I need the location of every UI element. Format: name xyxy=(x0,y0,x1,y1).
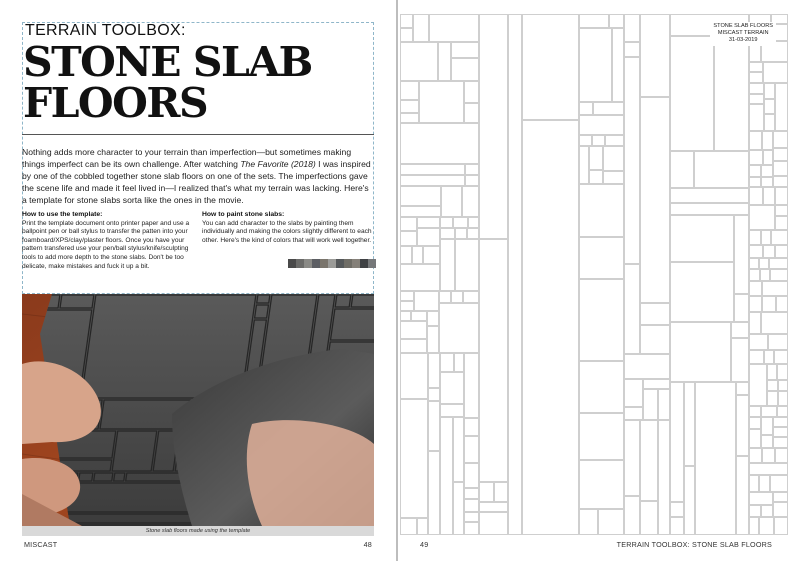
template-slab xyxy=(418,519,428,535)
template-slab xyxy=(777,297,788,312)
template-slab xyxy=(401,114,419,123)
template-slab xyxy=(685,467,695,535)
template-slab xyxy=(415,292,439,311)
template-slab xyxy=(750,259,759,269)
template-slab xyxy=(401,340,427,353)
template-slab xyxy=(401,247,412,264)
template-slab xyxy=(401,43,438,81)
series-eyebrow: TERRAIN TOOLBOX: xyxy=(25,22,186,39)
template-slab xyxy=(779,381,788,391)
template-slab xyxy=(625,421,640,496)
template-slab xyxy=(480,483,494,502)
how-to-paint-body: You can add character to the slabs by painting them individually and making the colors slightly different to each other. Here's the kind of colors that will work well together. xyxy=(202,219,372,244)
template-slab xyxy=(401,165,465,175)
template-slab xyxy=(401,265,440,291)
template-slab xyxy=(580,362,624,413)
template-slab xyxy=(732,323,749,338)
stone-slab-photo xyxy=(22,294,374,526)
template-slab xyxy=(776,84,788,131)
template-slab xyxy=(769,335,788,350)
template-slab xyxy=(671,189,749,203)
template-slab xyxy=(774,149,788,161)
template-slab xyxy=(762,313,788,334)
how-to-use-section xyxy=(22,211,194,271)
template-slab xyxy=(761,270,770,281)
template-slab xyxy=(401,322,427,339)
template-slab xyxy=(625,265,640,354)
template-slab xyxy=(775,518,788,535)
template-slab xyxy=(613,29,624,102)
template-slab xyxy=(774,162,788,176)
template-slab xyxy=(750,151,763,165)
template-slab xyxy=(774,428,788,437)
footer-title: TERRAIN TOOLBOX: STONE SLAB FLOORS xyxy=(616,540,772,549)
template-slab xyxy=(750,73,763,83)
color-swatch xyxy=(320,259,328,268)
template-slab xyxy=(760,518,774,535)
template-slab xyxy=(580,116,624,135)
template-slab xyxy=(641,304,670,325)
template-slab xyxy=(750,188,763,205)
template-slab xyxy=(778,365,788,380)
template-slab xyxy=(580,185,624,237)
template-slab xyxy=(452,292,463,303)
template-slab xyxy=(590,147,603,170)
template-slab xyxy=(580,147,589,184)
template-slab xyxy=(428,312,439,326)
template-slab xyxy=(523,15,579,120)
template-slab xyxy=(625,43,640,57)
template-slab xyxy=(441,373,464,404)
template-slab xyxy=(750,282,762,296)
template-slab xyxy=(580,29,612,102)
template-slab xyxy=(776,217,788,230)
template-slab xyxy=(625,380,643,407)
template-slab xyxy=(762,231,771,245)
photo-caption: Stone slab floors made using the template xyxy=(22,526,374,536)
color-swatch xyxy=(344,259,352,268)
template-slab xyxy=(606,136,624,146)
template-slab xyxy=(441,354,454,372)
template-slab xyxy=(440,292,451,303)
left-page xyxy=(0,0,396,561)
template-slab xyxy=(580,461,624,509)
intro-text-a: Nothing adds more character to your terrain than imperfection—but sometimes making things imperfect can be its own challenge. After watching xyxy=(22,147,352,169)
template-slab xyxy=(760,259,769,269)
template-slab xyxy=(401,232,417,246)
template-slab xyxy=(671,152,694,188)
template-slab xyxy=(750,246,763,258)
template-slab xyxy=(774,418,788,427)
template-slab xyxy=(764,151,773,165)
template-slab xyxy=(424,247,440,264)
template-slab xyxy=(625,355,670,379)
template-slab xyxy=(439,43,451,81)
template-slab xyxy=(774,493,788,502)
intro-text-b: I was inspired by one of the cobbled together stone slab floors on one of the sets. The imperfections gave the scene life and made it feel lived in—I realized that's what my terrain was lacking. Here's a template for stone slabs sorta like the ones in the movie. xyxy=(22,159,371,205)
template-slab xyxy=(604,172,624,184)
template-slab xyxy=(466,165,479,175)
template-slab xyxy=(580,136,592,146)
template-slab xyxy=(671,323,731,382)
template-slab xyxy=(414,15,429,42)
template-slab xyxy=(465,500,479,512)
headline-line-1: STONE SLAB xyxy=(23,38,312,86)
template-slab xyxy=(750,63,763,72)
template-slab xyxy=(750,84,764,94)
template-slab xyxy=(750,365,767,406)
template-slab xyxy=(778,407,788,417)
template-slab xyxy=(764,188,775,205)
headline-line-2: FLOORS xyxy=(23,79,208,127)
template-slab xyxy=(599,510,624,535)
template-slab xyxy=(418,218,440,228)
template-slab xyxy=(401,302,414,311)
template-slab xyxy=(685,383,695,466)
template-slab xyxy=(671,216,734,262)
template-slab xyxy=(659,390,670,420)
template-slab xyxy=(469,218,479,228)
footer-brand: MISCAST xyxy=(24,540,58,549)
template-slab xyxy=(750,464,788,475)
template-slab xyxy=(750,418,761,429)
template-slab xyxy=(671,204,749,215)
template-slab xyxy=(659,421,670,535)
template-slab xyxy=(644,390,658,420)
stone-slab-template-grid xyxy=(400,14,788,535)
template-slab xyxy=(750,449,762,463)
template-slab xyxy=(763,297,776,312)
template-slab xyxy=(695,152,749,188)
template-slab xyxy=(593,136,605,146)
template-slab xyxy=(401,207,441,217)
template-slab xyxy=(580,238,624,279)
template-slab xyxy=(428,327,439,353)
template-slab xyxy=(465,437,479,463)
how-to-use-body: Print the template document onto printer paper and use a ballpoint pen or ball stylus to transfer the patten into your foamboard/XPS/clay/plaster floors. Once you have your pattern transfered use your pen/ball stylus/knife/sculpting tools to add more depth to the stone slabs. Don't be too delicate, make mistakes and fuck it up a bit. xyxy=(22,219,190,270)
template-slab xyxy=(418,229,440,246)
template-slab xyxy=(495,483,508,502)
color-swatch xyxy=(296,259,304,268)
template-slab xyxy=(452,59,479,81)
template-slab xyxy=(401,312,411,321)
template-slab xyxy=(401,400,428,518)
template-slab xyxy=(429,354,440,388)
template-slab xyxy=(604,147,624,171)
headline-rule xyxy=(22,134,374,135)
template-slab xyxy=(625,408,643,420)
template-slab xyxy=(750,132,762,150)
template-slab xyxy=(774,132,788,148)
page-number-left: 48 xyxy=(363,540,372,549)
template-label-date: 31-03-2019 xyxy=(728,37,758,44)
template-slab xyxy=(480,240,508,482)
template-slab xyxy=(776,206,788,216)
template-slab xyxy=(401,124,479,164)
color-swatch xyxy=(328,259,336,268)
template-slab xyxy=(429,452,440,535)
intro-paragraph xyxy=(22,146,374,206)
template-slab xyxy=(762,407,777,417)
template-slab xyxy=(523,121,579,535)
template-slab xyxy=(441,229,455,239)
template-label xyxy=(710,22,776,46)
template-slab xyxy=(401,101,419,113)
template-slab xyxy=(750,166,761,177)
template-slab xyxy=(456,240,479,291)
template-slab xyxy=(401,15,413,28)
color-swatch xyxy=(360,259,368,268)
template-slab xyxy=(762,166,773,177)
template-slab xyxy=(737,396,749,456)
color-swatch xyxy=(368,259,376,268)
template-label-brand: MISCAST TERRAIN xyxy=(717,30,769,37)
template-slab xyxy=(456,229,467,239)
template-slab xyxy=(750,407,761,417)
template-slab xyxy=(735,295,749,322)
template-slab xyxy=(480,503,508,512)
template-slab xyxy=(440,304,479,353)
template-slab xyxy=(760,476,770,492)
template-slab xyxy=(465,523,479,535)
template-slab xyxy=(776,188,788,205)
template-slab xyxy=(750,270,760,281)
template-slab xyxy=(463,187,479,217)
color-swatch xyxy=(304,259,312,268)
template-slab xyxy=(610,15,624,28)
page-number-right: 49 xyxy=(420,540,429,549)
template-slab xyxy=(412,312,427,321)
film-title: The Favorite (2018) xyxy=(240,159,316,169)
article-headline xyxy=(23,38,373,127)
template-slab xyxy=(452,43,479,58)
template-slab xyxy=(580,510,598,535)
color-swatch xyxy=(288,259,296,268)
template-slab xyxy=(737,383,749,395)
template-slab xyxy=(750,430,761,448)
template-slab xyxy=(401,187,441,206)
color-swatch-strip xyxy=(288,259,376,268)
template-slab xyxy=(776,246,788,258)
template-slab xyxy=(768,381,778,391)
template-slab xyxy=(441,418,453,535)
template-slab xyxy=(625,58,640,264)
template-slab xyxy=(762,436,773,448)
template-slab xyxy=(671,383,684,502)
template-slab xyxy=(465,354,479,418)
template-slab xyxy=(772,231,788,245)
template-slab xyxy=(762,506,773,517)
template-slab xyxy=(441,405,464,417)
template-slab xyxy=(401,218,417,231)
template-slab xyxy=(771,476,788,492)
template-slab xyxy=(768,365,777,380)
template-slab xyxy=(764,246,775,258)
template-slab xyxy=(774,177,788,187)
template-slab xyxy=(594,103,624,115)
template-slab xyxy=(765,100,775,114)
template-slab xyxy=(580,280,624,361)
template-slab xyxy=(641,98,670,303)
template-slab xyxy=(641,502,658,535)
template-slab xyxy=(750,351,764,364)
template-slab xyxy=(764,63,788,83)
template-slab xyxy=(671,263,734,322)
template-slab xyxy=(442,187,462,217)
template-slab xyxy=(644,380,670,389)
template-slab xyxy=(671,503,684,517)
template-slab xyxy=(465,82,479,103)
template-slab xyxy=(750,493,773,505)
template-slab xyxy=(480,513,508,535)
template-slab xyxy=(774,438,788,448)
template-slab xyxy=(465,513,479,522)
template-slab xyxy=(750,95,764,104)
template-slab xyxy=(779,392,788,406)
template-slab xyxy=(454,218,468,228)
template-slab xyxy=(430,15,479,42)
template-slab xyxy=(750,178,761,187)
template-slab xyxy=(401,176,465,186)
template-slab xyxy=(750,506,761,517)
right-page xyxy=(398,0,794,561)
template-slab xyxy=(776,449,788,463)
template-slab xyxy=(464,292,479,303)
template-slab xyxy=(696,383,736,535)
template-slab xyxy=(750,206,775,230)
template-slab xyxy=(454,483,464,535)
template-slab xyxy=(750,476,759,492)
template-slab xyxy=(625,497,640,535)
template-slab xyxy=(763,132,773,150)
color-swatch xyxy=(312,259,320,268)
template-slab xyxy=(750,313,761,334)
template-slab xyxy=(401,292,414,301)
template-slab xyxy=(763,449,775,463)
template-slab xyxy=(774,503,788,517)
template-slab xyxy=(671,37,714,151)
template-slab xyxy=(580,15,609,28)
template-slab xyxy=(715,37,749,151)
template-slab xyxy=(770,259,788,269)
template-slab xyxy=(465,464,479,488)
template-slab xyxy=(590,171,603,184)
how-to-paint-section xyxy=(202,211,374,245)
template-slab xyxy=(480,15,508,239)
template-slab xyxy=(750,518,759,535)
template-slab xyxy=(509,15,522,535)
template-slab xyxy=(775,351,788,364)
template-slab xyxy=(750,231,761,245)
template-slab xyxy=(466,176,479,186)
template-slab xyxy=(465,489,479,499)
template-slab xyxy=(768,392,778,406)
template-slab xyxy=(401,519,417,535)
template-slab xyxy=(641,421,658,501)
template-slab xyxy=(762,178,773,187)
template-slab xyxy=(468,229,479,239)
how-to-paint-heading: How to paint stone slabs: xyxy=(202,211,285,218)
template-slab xyxy=(641,15,670,97)
template-slab xyxy=(762,418,773,435)
color-swatch xyxy=(352,259,360,268)
template-slab xyxy=(454,418,464,482)
template-slab xyxy=(771,270,788,281)
template-slab xyxy=(429,402,440,451)
template-slab xyxy=(401,354,428,399)
template-slab xyxy=(413,247,423,264)
template-slab xyxy=(625,15,640,42)
how-to-use-heading: How to use the template: xyxy=(22,211,103,218)
template-slab xyxy=(401,29,413,42)
template-slab xyxy=(641,326,670,354)
template-slab xyxy=(465,104,479,123)
template-slab xyxy=(420,82,464,123)
template-slab xyxy=(735,216,749,294)
template-slab xyxy=(401,82,419,100)
template-slab xyxy=(750,335,768,350)
template-slab xyxy=(765,115,775,131)
template-slab xyxy=(441,240,455,291)
template-slab xyxy=(441,218,453,228)
template-slab xyxy=(763,282,788,296)
template-slab xyxy=(765,351,774,364)
template-slab xyxy=(429,389,440,401)
template-slab xyxy=(580,103,593,115)
template-label-title: STONE SLAB FLOORS xyxy=(713,23,773,29)
template-slab xyxy=(671,518,684,535)
template-slab xyxy=(765,84,775,99)
template-slab xyxy=(580,414,624,460)
template-slab xyxy=(750,297,762,312)
template-slab xyxy=(737,457,749,535)
template-slab xyxy=(732,339,749,382)
template-slab xyxy=(465,419,479,436)
color-swatch xyxy=(336,259,344,268)
template-slab xyxy=(750,105,764,131)
template-slab xyxy=(455,354,464,372)
